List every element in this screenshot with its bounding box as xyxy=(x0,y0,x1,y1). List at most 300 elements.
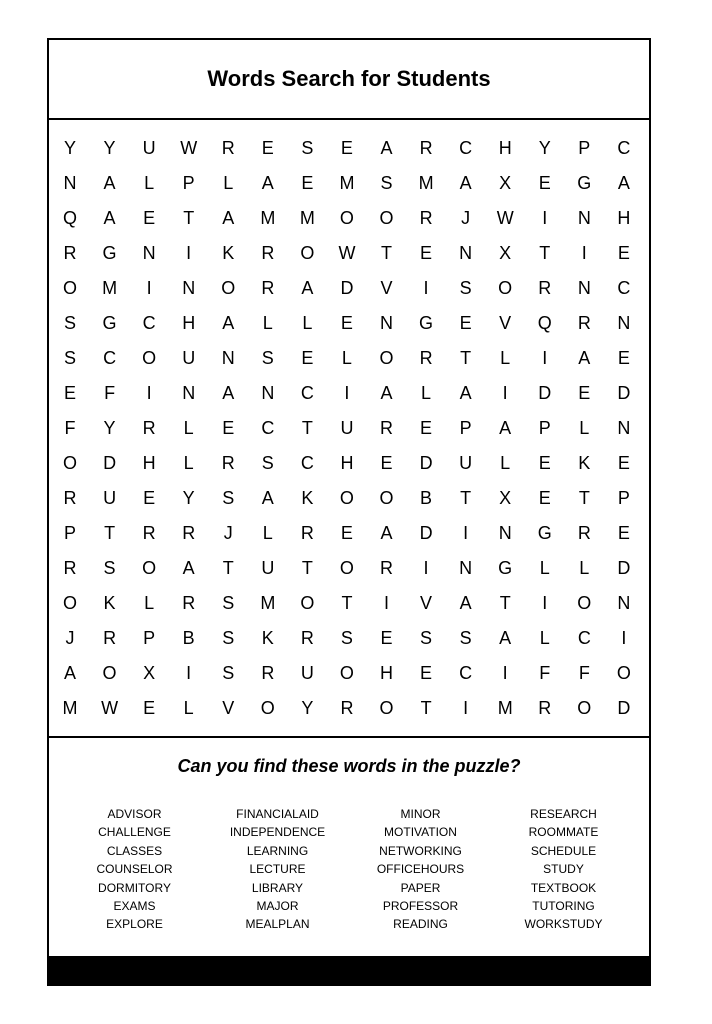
grid-cell[interactable]: H xyxy=(380,663,393,683)
grid-cell[interactable]: L xyxy=(421,383,432,403)
grid-cell[interactable]: N xyxy=(182,383,196,403)
grid-cell[interactable]: A xyxy=(103,173,116,193)
grid-cell[interactable]: I xyxy=(344,383,350,403)
word-item: ADVISOR xyxy=(107,807,162,821)
grid-cell[interactable]: U xyxy=(459,453,473,473)
grid-cell[interactable]: C xyxy=(577,628,591,648)
word-item: OFFICEHOURS xyxy=(376,862,465,877)
grid-cell[interactable]: O xyxy=(62,593,77,613)
grid-cell[interactable]: U xyxy=(182,348,196,368)
grid-cell[interactable]: V xyxy=(420,593,433,613)
grid-cell[interactable]: E xyxy=(459,313,472,333)
grid-cell[interactable]: I xyxy=(463,698,469,718)
grid-cell[interactable]: S xyxy=(459,628,472,648)
grid-cell[interactable]: S xyxy=(380,173,393,193)
grid-cell[interactable]: Y xyxy=(182,488,195,508)
grid-cell[interactable]: E xyxy=(578,383,591,403)
grid-cell[interactable]: S xyxy=(459,278,472,298)
grid-cell[interactable]: O xyxy=(498,278,513,298)
grid-cell[interactable]: X xyxy=(499,243,512,263)
grid-cell[interactable]: E xyxy=(340,523,353,543)
grid-cell[interactable]: O xyxy=(339,558,354,578)
grid-cell[interactable]: R xyxy=(221,138,235,158)
footer-bar xyxy=(49,956,649,984)
grid-cell[interactable]: M xyxy=(497,698,513,718)
grid-cell[interactable]: M xyxy=(62,698,78,718)
grid-cell[interactable]: G xyxy=(498,558,513,578)
grid-cell[interactable]: S xyxy=(420,628,433,648)
grid-cell[interactable]: U xyxy=(142,138,156,158)
grid-cell[interactable]: I xyxy=(502,663,508,683)
grid-cell[interactable]: R xyxy=(261,243,275,263)
grid-cell[interactable]: T xyxy=(381,243,392,263)
grid-cell[interactable]: R xyxy=(182,593,196,613)
grid-cell[interactable]: A xyxy=(617,173,630,193)
grid-cell[interactable]: I xyxy=(146,383,152,403)
grid-cell[interactable]: C xyxy=(459,138,473,158)
grid-cell[interactable]: H xyxy=(182,313,196,333)
grid-cell[interactable]: R xyxy=(63,558,77,578)
grid-cell[interactable]: R xyxy=(300,628,314,648)
grid-cell[interactable]: C xyxy=(261,418,275,438)
word-item: ROOMMATE xyxy=(528,825,599,840)
grid-cell[interactable]: T xyxy=(183,208,195,228)
grid-cell[interactable]: I xyxy=(423,558,429,578)
grid-cell[interactable]: I xyxy=(383,593,389,613)
grid-cell[interactable]: K xyxy=(222,243,235,263)
word-item: TUTORING xyxy=(532,899,595,914)
grid-cell[interactable]: O xyxy=(62,278,77,298)
grid-cell[interactable]: R xyxy=(340,698,354,718)
grid-cell[interactable]: A xyxy=(63,663,76,683)
grid-cell[interactable]: F xyxy=(578,663,590,683)
grid-cell[interactable]: W xyxy=(180,138,198,158)
word-item: PAPER xyxy=(400,880,441,895)
grid-cell[interactable]: K xyxy=(301,488,314,508)
grid-cell[interactable]: Y xyxy=(103,138,116,158)
grid-cell[interactable]: I xyxy=(502,383,508,403)
grid-cell[interactable]: N xyxy=(221,348,235,368)
grid-cell[interactable]: S xyxy=(261,453,274,473)
word-item: MEALPLAN xyxy=(245,917,310,932)
grid-cell[interactable]: P xyxy=(578,138,591,158)
grid-cell[interactable]: P xyxy=(143,628,156,648)
grid-row xyxy=(49,277,649,299)
grid-cell[interactable]: G xyxy=(102,313,117,333)
grid-cell[interactable]: S xyxy=(222,488,235,508)
grid-cell[interactable]: L xyxy=(223,173,234,193)
grid-cell[interactable]: E xyxy=(538,453,551,473)
grid-cell[interactable]: A xyxy=(380,383,393,403)
grid-cell[interactable]: T xyxy=(578,488,590,508)
grid-cell[interactable]: D xyxy=(617,698,631,718)
grid-cell[interactable]: E xyxy=(538,488,551,508)
grid-cell[interactable]: I xyxy=(423,278,429,298)
grid-cell[interactable]: M xyxy=(299,208,315,228)
grid-cell[interactable]: E xyxy=(617,523,630,543)
grid-cell[interactable]: C xyxy=(459,663,473,683)
grid-cell[interactable]: E xyxy=(617,348,630,368)
grid-cell[interactable]: I xyxy=(581,243,587,263)
word-item: STUDY xyxy=(543,862,584,877)
grid-cell[interactable]: L xyxy=(579,558,590,578)
word-item: COUNSELOR xyxy=(96,862,173,877)
grid-cell[interactable]: J xyxy=(223,523,233,543)
grid-cell[interactable]: S xyxy=(301,138,314,158)
grid-cell[interactable]: B xyxy=(182,628,195,648)
grid-cell[interactable]: R xyxy=(300,523,314,543)
grid-cell[interactable]: H xyxy=(617,208,631,228)
grid-cell[interactable]: O xyxy=(577,593,592,613)
grid-cell[interactable]: S xyxy=(222,628,235,648)
grid-cell[interactable]: A xyxy=(261,488,274,508)
word-item: DORMITORY xyxy=(98,880,171,895)
grid-cell[interactable]: I xyxy=(186,243,192,263)
grid-cell[interactable]: A xyxy=(301,278,314,298)
grid-cell[interactable]: Y xyxy=(63,138,76,158)
grid-cell[interactable]: T xyxy=(341,593,353,613)
grid-cell[interactable]: N xyxy=(142,243,156,263)
grid-cell[interactable]: T xyxy=(222,558,234,578)
word-item: MOTIVATION xyxy=(384,825,457,840)
grid-cell[interactable]: S xyxy=(222,593,235,613)
word-item: RESEARCH xyxy=(530,807,597,821)
grid-row xyxy=(49,452,649,474)
grid-cell[interactable]: E xyxy=(420,243,433,263)
grid-cell[interactable]: T xyxy=(301,418,313,438)
grid-cell[interactable]: X xyxy=(499,173,512,193)
grid-cell[interactable]: O xyxy=(379,698,394,718)
grid-cell[interactable]: T xyxy=(460,488,472,508)
grid-cell[interactable]: E xyxy=(617,243,630,263)
grid-cell[interactable]: W xyxy=(496,208,514,228)
grid-cell[interactable]: R xyxy=(261,278,275,298)
grid-cell[interactable]: H xyxy=(340,453,354,473)
grid-row xyxy=(49,627,649,649)
grid-cell[interactable]: O xyxy=(300,243,315,263)
grid-cell[interactable]: O xyxy=(221,278,236,298)
grid-cell[interactable]: F xyxy=(539,663,551,683)
grid-row xyxy=(49,172,649,194)
grid-cell[interactable]: E xyxy=(617,453,630,473)
grid-cell[interactable]: E xyxy=(301,173,314,193)
grid-row xyxy=(49,557,649,579)
grid-cell[interactable]: R xyxy=(261,663,275,683)
grid-cell[interactable]: R xyxy=(577,313,591,333)
grid-cell[interactable]: D xyxy=(419,523,433,543)
word-column xyxy=(65,805,205,934)
question-text: Can you find these words in the puzzle? xyxy=(177,756,521,776)
grid-cell[interactable]: Q xyxy=(537,313,552,333)
grid-cell[interactable]: L xyxy=(579,418,590,438)
grid-cell[interactable]: J xyxy=(65,628,75,648)
letter-grid xyxy=(49,120,649,738)
grid-cell[interactable]: U xyxy=(340,418,354,438)
grid-cell[interactable]: N xyxy=(459,243,473,263)
grid-cell[interactable]: R xyxy=(419,348,433,368)
grid-cell[interactable]: C xyxy=(617,138,631,158)
word-column xyxy=(351,805,491,934)
grid-cell[interactable]: A xyxy=(459,383,472,403)
grid-cell[interactable]: U xyxy=(103,488,117,508)
grid-cell[interactable]: E xyxy=(261,138,274,158)
grid-cell[interactable]: P xyxy=(538,418,551,438)
grid-cell[interactable]: D xyxy=(617,558,631,578)
word-item: WORKSTUDY xyxy=(524,917,603,932)
grid-cell[interactable]: J xyxy=(461,208,471,228)
grid-cell[interactable]: O xyxy=(300,593,315,613)
grid-row xyxy=(49,312,649,334)
grid-cell[interactable]: P xyxy=(617,488,630,508)
grid-cell[interactable]: P xyxy=(63,523,76,543)
grid-cell[interactable]: A xyxy=(380,523,393,543)
grid-cell[interactable]: A xyxy=(459,593,472,613)
grid-cell[interactable]: E xyxy=(340,313,353,333)
grid-cell[interactable]: I xyxy=(621,628,627,648)
grid-cell[interactable]: T xyxy=(104,523,116,543)
grid-cell[interactable]: N xyxy=(617,418,631,438)
grid-cell[interactable]: E xyxy=(143,208,156,228)
grid-cell[interactable]: A xyxy=(222,208,235,228)
grid-cell[interactable]: E xyxy=(420,663,433,683)
grid-cell[interactable]: E xyxy=(538,173,551,193)
grid-cell[interactable]: L xyxy=(183,453,194,473)
grid-cell[interactable]: O xyxy=(142,348,157,368)
grid-cell[interactable]: O xyxy=(62,453,77,473)
grid-cell[interactable]: N xyxy=(459,558,473,578)
grid-cell[interactable]: L xyxy=(262,313,273,333)
grid-cell[interactable]: R xyxy=(63,243,77,263)
grid-cell[interactable]: E xyxy=(222,418,235,438)
grid-cell[interactable]: N xyxy=(577,278,591,298)
grid-cell[interactable]: E xyxy=(301,348,314,368)
grid-cell[interactable]: E xyxy=(143,488,156,508)
word-column xyxy=(494,805,634,934)
grid-cell[interactable]: I xyxy=(186,663,192,683)
grid-cell[interactable]: S xyxy=(63,313,76,333)
grid-cell[interactable]: A xyxy=(578,348,591,368)
grid-cell[interactable]: K xyxy=(103,593,116,613)
grid-cell[interactable]: A xyxy=(103,208,116,228)
grid-cell[interactable]: S xyxy=(103,558,116,578)
grid-cell[interactable]: E xyxy=(380,628,393,648)
grid-cell[interactable]: L xyxy=(302,313,313,333)
word-item: FINANCIALAID xyxy=(236,807,319,821)
puzzle-sheet xyxy=(47,38,651,986)
grid-cell[interactable]: E xyxy=(63,383,76,403)
grid-cell[interactable]: L xyxy=(144,593,155,613)
grid-cell[interactable]: R xyxy=(577,523,591,543)
grid-cell[interactable]: V xyxy=(499,313,512,333)
grid-cell[interactable]: O xyxy=(577,698,592,718)
grid-cell[interactable]: R xyxy=(380,558,393,578)
grid-cell[interactable]: N xyxy=(577,208,591,228)
grid-cell[interactable]: N xyxy=(617,593,631,613)
grid-row xyxy=(49,522,649,544)
grid-cell[interactable]: C xyxy=(617,278,631,298)
grid-cell[interactable]: C xyxy=(103,348,117,368)
grid-cell[interactable]: O xyxy=(379,208,394,228)
grid-cell[interactable]: D xyxy=(538,383,552,403)
grid-cell[interactable]: A xyxy=(261,173,274,193)
grid-cell[interactable]: O xyxy=(102,663,117,683)
word-item: TEXTBOOK xyxy=(530,880,597,895)
grid-cell[interactable]: L xyxy=(183,418,194,438)
grid-cell[interactable]: I xyxy=(542,593,548,613)
word-item: EXPLORE xyxy=(106,917,163,932)
grid-cell[interactable]: A xyxy=(499,628,512,648)
grid-cell[interactable]: R xyxy=(142,418,156,438)
grid-cell[interactable]: L xyxy=(500,348,511,368)
grid-cell[interactable]: D xyxy=(617,383,631,403)
grid-cell[interactable]: X xyxy=(143,663,156,683)
grid-cell[interactable]: Q xyxy=(62,208,77,228)
grid-cell[interactable]: D xyxy=(103,453,117,473)
grid-cell[interactable]: H xyxy=(142,453,156,473)
grid-row xyxy=(49,417,649,439)
grid-cell[interactable]: R xyxy=(419,138,433,158)
grid-cell[interactable]: N xyxy=(63,173,77,193)
word-item: CLASSES xyxy=(106,843,163,858)
grid-cell[interactable]: D xyxy=(340,278,354,298)
grid-cell[interactable]: L xyxy=(539,558,550,578)
grid-cell[interactable]: G xyxy=(102,243,117,263)
grid-cell[interactable]: D xyxy=(419,453,433,473)
grid-row xyxy=(49,662,649,684)
grid-cell[interactable]: R xyxy=(182,523,196,543)
word-list xyxy=(49,805,649,934)
grid-cell[interactable]: T xyxy=(499,593,511,613)
word-item: LECTURE xyxy=(249,862,306,877)
grid-cell[interactable]: Y xyxy=(538,138,551,158)
grid-cell[interactable]: U xyxy=(300,663,314,683)
grid-row xyxy=(49,697,649,719)
grid-row xyxy=(49,207,649,229)
word-item: MAJOR xyxy=(256,899,299,914)
grid-cell[interactable]: I xyxy=(463,523,469,543)
grid-cell[interactable]: N xyxy=(182,278,196,298)
grid-cell[interactable]: O xyxy=(616,663,631,683)
grid-cell[interactable]: W xyxy=(101,698,119,718)
grid-cell[interactable]: Y xyxy=(301,698,314,718)
grid-row xyxy=(49,487,649,509)
grid-row xyxy=(49,137,649,159)
grid-cell[interactable]: M xyxy=(260,208,276,228)
grid-cell[interactable]: A xyxy=(499,418,512,438)
grid-cell[interactable]: S xyxy=(63,348,76,368)
grid-cell[interactable]: M xyxy=(418,173,434,193)
grid-cell[interactable]: K xyxy=(261,628,274,648)
grid-cell[interactable]: M xyxy=(260,593,276,613)
grid-cell[interactable]: F xyxy=(64,418,76,438)
grid-cell[interactable]: A xyxy=(459,173,472,193)
grid-cell[interactable]: R xyxy=(380,418,393,438)
grid-cell[interactable]: K xyxy=(578,453,591,473)
grid-cell[interactable]: C xyxy=(300,383,314,403)
grid-cell[interactable]: C xyxy=(142,313,156,333)
grid-cell[interactable]: C xyxy=(300,453,314,473)
grid-cell[interactable]: A xyxy=(380,138,393,158)
grid-cell[interactable]: H xyxy=(498,138,512,158)
grid-cell[interactable]: M xyxy=(102,278,118,298)
grid-cell[interactable]: L xyxy=(341,348,352,368)
grid-cell[interactable]: S xyxy=(261,348,274,368)
grid-cell[interactable]: N xyxy=(380,313,393,333)
grid-cell[interactable]: O xyxy=(379,348,394,368)
grid-cell[interactable]: O xyxy=(260,698,275,718)
grid-cell[interactable]: I xyxy=(542,208,548,228)
grid-cell[interactable]: N xyxy=(261,383,275,403)
grid-cell[interactable]: B xyxy=(420,488,433,508)
grid-cell[interactable]: G xyxy=(577,173,592,193)
grid-cell[interactable]: P xyxy=(182,173,195,193)
grid-cell[interactable]: S xyxy=(340,628,353,648)
grid-cell[interactable]: N xyxy=(498,523,512,543)
grid-cell[interactable]: O xyxy=(339,208,354,228)
grid-cell[interactable]: L xyxy=(183,698,194,718)
grid-cell[interactable]: T xyxy=(420,698,432,718)
word-item: EXAMS xyxy=(113,899,156,914)
grid-cell[interactable]: O xyxy=(339,663,354,683)
grid-cell[interactable]: A xyxy=(222,383,235,403)
grid-cell[interactable]: Y xyxy=(103,418,116,438)
grid-cell[interactable]: E xyxy=(143,698,156,718)
grid-cell[interactable]: U xyxy=(261,558,275,578)
grid-cell[interactable]: T xyxy=(539,243,551,263)
grid-cell[interactable]: O xyxy=(379,488,394,508)
grid-cell[interactable]: W xyxy=(338,243,356,263)
grid-cell[interactable]: R xyxy=(63,488,77,508)
grid-cell[interactable]: R xyxy=(538,698,552,718)
grid-cell[interactable]: R xyxy=(103,628,117,648)
grid-cell[interactable]: E xyxy=(380,453,393,473)
title-box xyxy=(49,40,649,120)
grid-cell[interactable]: I xyxy=(146,278,152,298)
grid-cell[interactable]: T xyxy=(301,558,313,578)
grid-cell[interactable]: R xyxy=(538,278,552,298)
page-title: Words Search for Students xyxy=(207,66,491,91)
word-item: CHALLENGE xyxy=(98,825,171,840)
word-item: PROFESSOR xyxy=(382,899,459,914)
grid-cell[interactable]: F xyxy=(104,383,116,403)
grid-cell[interactable]: M xyxy=(339,173,355,193)
grid-cell[interactable]: R xyxy=(221,453,235,473)
grid-cell[interactable]: E xyxy=(340,138,353,158)
grid-cell[interactable]: G xyxy=(419,313,434,333)
grid-cell[interactable]: O xyxy=(339,488,354,508)
grid-cell[interactable]: N xyxy=(617,313,631,333)
grid-cell[interactable]: S xyxy=(222,663,235,683)
grid-cell[interactable]: L xyxy=(500,453,511,473)
grid-cell[interactable]: L xyxy=(262,523,273,543)
grid-cell[interactable]: E xyxy=(420,418,433,438)
grid-cell[interactable]: L xyxy=(144,173,155,193)
grid-cell[interactable]: R xyxy=(142,523,156,543)
grid-cell[interactable]: A xyxy=(222,313,235,333)
grid-cell[interactable]: T xyxy=(460,348,472,368)
grid-cell[interactable]: I xyxy=(542,348,548,368)
grid-cell[interactable]: V xyxy=(380,278,393,298)
grid-cell[interactable]: O xyxy=(142,558,157,578)
grid-cell[interactable]: X xyxy=(499,488,512,508)
grid-cell[interactable]: L xyxy=(539,628,550,648)
grid-cell[interactable]: P xyxy=(459,418,472,438)
grid-cell[interactable]: A xyxy=(182,558,195,578)
grid-row xyxy=(49,347,649,369)
grid-cell[interactable]: R xyxy=(419,208,433,228)
grid-cell[interactable]: G xyxy=(537,523,552,543)
grid-cell[interactable]: V xyxy=(222,698,235,718)
